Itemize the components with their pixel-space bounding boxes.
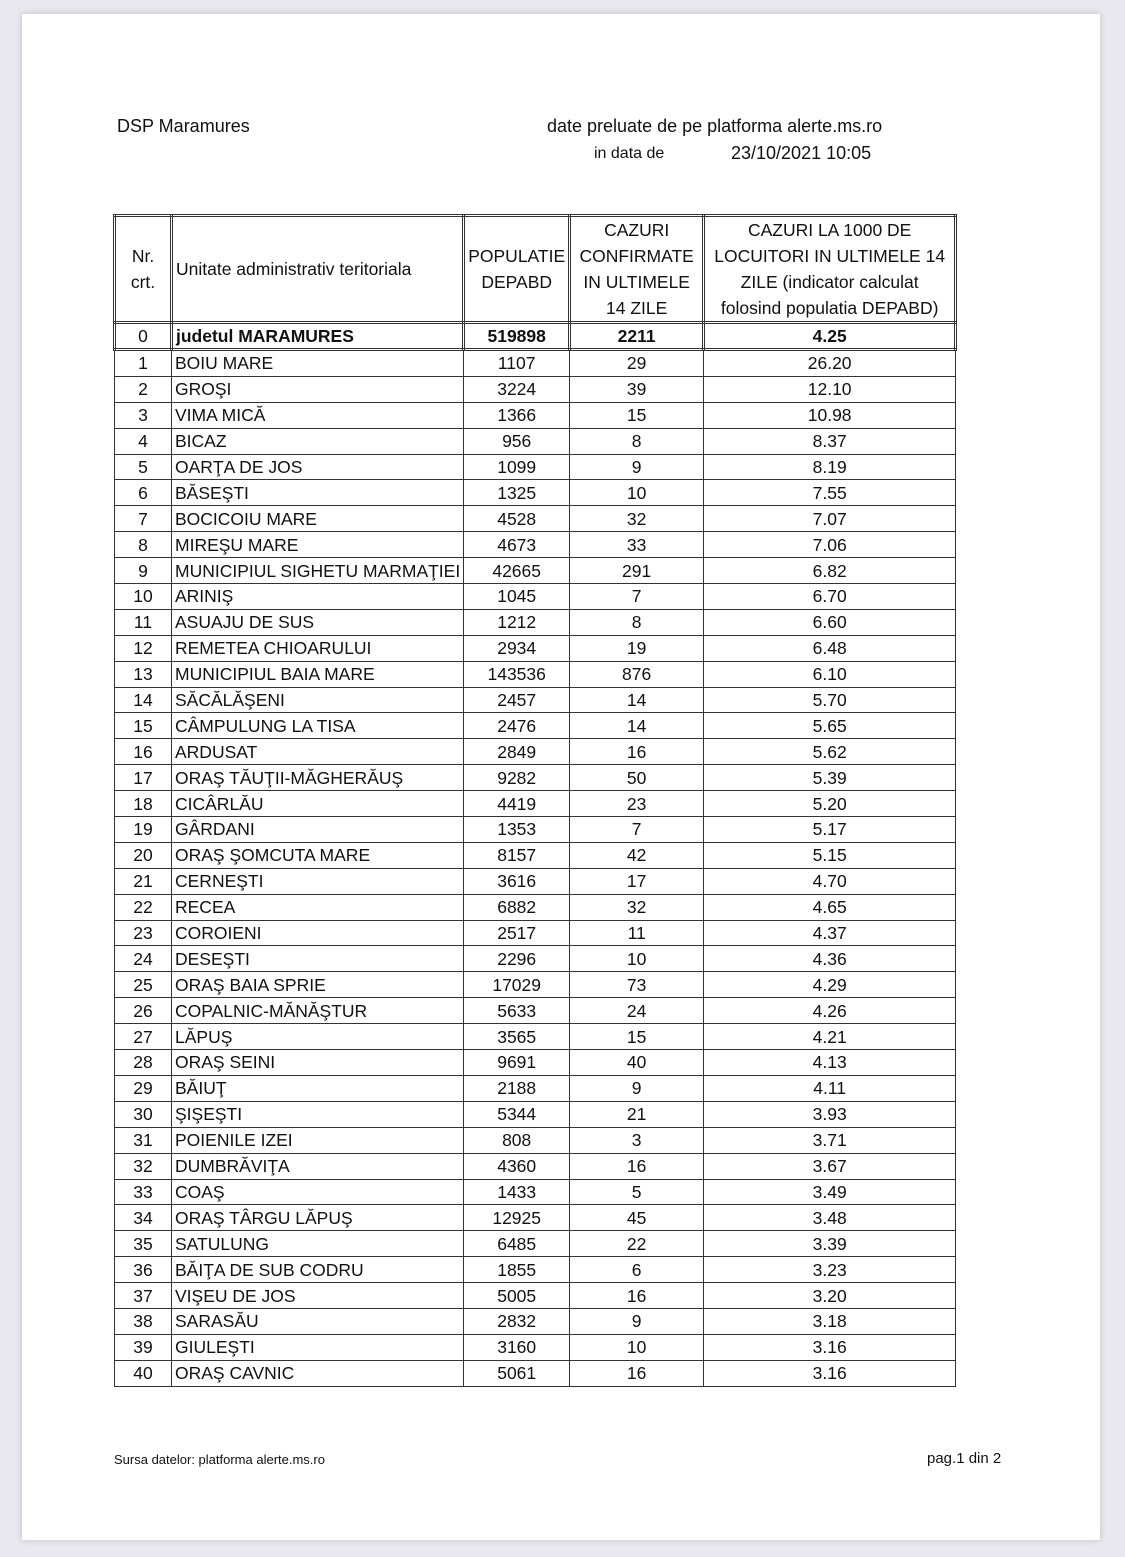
page-number: pag.1 din 2 [927, 1450, 1002, 1467]
row-nr: 21 [115, 868, 172, 894]
row-rate: 10.98 [704, 402, 956, 428]
date-label: in data de [594, 145, 665, 162]
row-nr: 34 [115, 1205, 172, 1231]
row-cases: 16 [570, 1283, 704, 1309]
row-name: CERNEŞTI [172, 868, 464, 894]
table-row [115, 946, 956, 972]
row-cases: 16 [570, 1153, 704, 1179]
row-population: 2832 [464, 1308, 570, 1334]
row-nr: 32 [115, 1153, 172, 1179]
data-source-line: date preluate de pe platforma alerte.ms.ro [547, 116, 883, 136]
row-nr: 17 [115, 765, 172, 791]
row-population: 42665 [464, 558, 570, 584]
row-rate: 4.36 [704, 946, 956, 972]
row-name: BOCICOIU MARE [172, 506, 464, 532]
row-name: DESEŞTI [172, 946, 464, 972]
row-nr: 24 [115, 946, 172, 972]
row-nr: 33 [115, 1179, 172, 1205]
organization-name: DSP Maramures [117, 116, 250, 136]
table-header-row [115, 216, 956, 323]
row-population: 9691 [464, 1050, 570, 1076]
total-cases: 2211 [570, 323, 704, 350]
row-nr: 35 [115, 1231, 172, 1257]
table-row [115, 972, 956, 998]
row-nr: 28 [115, 1050, 172, 1076]
table-row [115, 1360, 956, 1386]
row-cases: 3 [570, 1127, 704, 1153]
row-name: ARINIŞ [172, 584, 464, 610]
row-cases: 10 [570, 1334, 704, 1360]
row-nr: 3 [115, 402, 172, 428]
row-rate: 4.29 [704, 972, 956, 998]
row-cases: 7 [570, 584, 704, 610]
table-row [115, 1075, 956, 1101]
row-cases: 10 [570, 946, 704, 972]
row-cases: 32 [570, 894, 704, 920]
row-name: DUMBRĂVIŢA [172, 1153, 464, 1179]
table-row [115, 842, 956, 868]
row-nr: 25 [115, 972, 172, 998]
row-nr: 9 [115, 558, 172, 584]
table-row [115, 739, 956, 765]
row-name: MUNICIPIUL SIGHETU MARMAŢIEI [172, 558, 464, 584]
row-rate: 4.65 [704, 894, 956, 920]
table-row [115, 428, 956, 454]
table-row [115, 1127, 956, 1153]
row-name: SATULUNG [172, 1231, 464, 1257]
row-cases: 40 [570, 1050, 704, 1076]
table-row [115, 506, 956, 532]
row-cases: 9 [570, 1308, 704, 1334]
row-rate: 3.71 [704, 1127, 956, 1153]
row-nr: 2 [115, 376, 172, 402]
column-header-cases: CAZURI CONFIRMATE IN ULTIMELE 14 ZILE [570, 216, 704, 323]
table-row [115, 1205, 956, 1231]
row-cases: 16 [570, 1360, 704, 1386]
row-nr: 18 [115, 791, 172, 817]
row-rate: 7.55 [704, 480, 956, 506]
row-nr: 4 [115, 428, 172, 454]
row-nr: 27 [115, 1024, 172, 1050]
row-population: 1045 [464, 584, 570, 610]
row-name: SARASĂU [172, 1308, 464, 1334]
row-name: COPALNIC-MĂNĂŞTUR [172, 998, 464, 1024]
row-population: 1353 [464, 817, 570, 843]
row-cases: 21 [570, 1101, 704, 1127]
table-row [115, 584, 956, 610]
row-cases: 15 [570, 402, 704, 428]
row-cases: 23 [570, 791, 704, 817]
row-nr: 22 [115, 894, 172, 920]
row-population: 3565 [464, 1024, 570, 1050]
row-nr: 39 [115, 1334, 172, 1360]
row-population: 808 [464, 1127, 570, 1153]
county-total-row [115, 323, 956, 350]
row-rate: 6.82 [704, 558, 956, 584]
table-row [115, 687, 956, 713]
table-row [115, 920, 956, 946]
row-rate: 5.17 [704, 817, 956, 843]
row-population: 5005 [464, 1283, 570, 1309]
row-nr: 40 [115, 1360, 172, 1386]
row-nr: 38 [115, 1308, 172, 1334]
row-population: 2849 [464, 739, 570, 765]
row-name: COAŞ [172, 1179, 464, 1205]
row-cases: 876 [570, 661, 704, 687]
row-nr: 6 [115, 480, 172, 506]
table-row [115, 1050, 956, 1076]
row-cases: 9 [570, 1075, 704, 1101]
row-population: 4360 [464, 1153, 570, 1179]
row-name: BĂIŢA DE SUB CODRU [172, 1257, 464, 1283]
row-name: REMETEA CHIOARULUI [172, 635, 464, 661]
table-row [115, 998, 956, 1024]
row-rate: 5.39 [704, 765, 956, 791]
row-cases: 5 [570, 1179, 704, 1205]
table-row [115, 532, 956, 558]
row-rate: 6.48 [704, 635, 956, 661]
row-name: BOIU MARE [172, 350, 464, 377]
row-population: 8157 [464, 842, 570, 868]
table-row [115, 635, 956, 661]
row-name: OARŢA DE JOS [172, 454, 464, 480]
row-rate: 6.10 [704, 661, 956, 687]
row-nr: 19 [115, 817, 172, 843]
row-population: 12925 [464, 1205, 570, 1231]
row-nr: 16 [115, 739, 172, 765]
row-cases: 10 [570, 480, 704, 506]
row-nr: 26 [115, 998, 172, 1024]
row-nr: 37 [115, 1283, 172, 1309]
table-row [115, 609, 956, 635]
footer-source: Sursa datelor: platforma alerte.ms.ro [114, 1452, 325, 1467]
row-name: CICÂRLĂU [172, 791, 464, 817]
row-population: 5633 [464, 998, 570, 1024]
row-nr: 13 [115, 661, 172, 687]
row-name: GÂRDANI [172, 817, 464, 843]
row-nr: 15 [115, 713, 172, 739]
row-name: ORAŞ CAVNIC [172, 1360, 464, 1386]
row-population: 143536 [464, 661, 570, 687]
row-cases: 17 [570, 868, 704, 894]
table-row [115, 1308, 956, 1334]
row-name: CÂMPULUNG LA TISA [172, 713, 464, 739]
row-rate: 8.37 [704, 428, 956, 454]
row-rate: 3.49 [704, 1179, 956, 1205]
row-name: BĂIUŢ [172, 1075, 464, 1101]
row-rate: 6.60 [704, 609, 956, 635]
row-population: 2296 [464, 946, 570, 972]
row-rate: 3.16 [704, 1334, 956, 1360]
column-header-rate: CAZURI LA 1000 DE LOCUITORI IN ULTIMELE 14 ZILE (indicator calculat folosind populatia DEPABD) [704, 216, 956, 323]
row-population: 1107 [464, 350, 570, 377]
row-population: 17029 [464, 972, 570, 998]
row-name: COROIENI [172, 920, 464, 946]
row-population: 1212 [464, 609, 570, 635]
table-row [115, 1179, 956, 1205]
column-header-unit: Unitate administrativ teritoriala [172, 216, 464, 323]
row-cases: 22 [570, 1231, 704, 1257]
row-nr: 23 [115, 920, 172, 946]
row-rate: 3.48 [704, 1205, 956, 1231]
row-cases: 8 [570, 428, 704, 454]
row-cases: 11 [570, 920, 704, 946]
row-cases: 6 [570, 1257, 704, 1283]
row-rate: 3.93 [704, 1101, 956, 1127]
table-row [115, 817, 956, 843]
row-population: 3616 [464, 868, 570, 894]
row-cases: 7 [570, 817, 704, 843]
total-population: 519898 [464, 323, 570, 350]
row-cases: 33 [570, 532, 704, 558]
row-nr: 29 [115, 1075, 172, 1101]
row-population: 5344 [464, 1101, 570, 1127]
row-cases: 14 [570, 713, 704, 739]
row-rate: 8.19 [704, 454, 956, 480]
row-population: 6485 [464, 1231, 570, 1257]
row-name: ŞIŞEŞTI [172, 1101, 464, 1127]
row-nr: 11 [115, 609, 172, 635]
row-rate: 3.39 [704, 1231, 956, 1257]
row-cases: 73 [570, 972, 704, 998]
row-rate: 4.37 [704, 920, 956, 946]
row-cases: 291 [570, 558, 704, 584]
table-row [115, 1231, 956, 1257]
row-name: MIREŞU MARE [172, 532, 464, 558]
row-nr: 7 [115, 506, 172, 532]
row-name: ORAŞ TÂRGU LĂPUŞ [172, 1205, 464, 1231]
row-name: ORAŞ ŞOMCUTA MARE [172, 842, 464, 868]
row-cases: 16 [570, 739, 704, 765]
row-population: 1099 [464, 454, 570, 480]
row-population: 2476 [464, 713, 570, 739]
row-rate: 5.65 [704, 713, 956, 739]
row-rate: 3.20 [704, 1283, 956, 1309]
row-cases: 32 [570, 506, 704, 532]
total-rate: 4.25 [704, 323, 956, 350]
row-cases: 19 [570, 635, 704, 661]
table-row [115, 1283, 956, 1309]
row-cases: 14 [570, 687, 704, 713]
row-cases: 9 [570, 454, 704, 480]
column-header-population: POPULATIE DEPABD [464, 216, 570, 323]
row-population: 1855 [464, 1257, 570, 1283]
row-population: 2457 [464, 687, 570, 713]
row-name: GROŞI [172, 376, 464, 402]
row-population: 956 [464, 428, 570, 454]
row-name: BĂSEŞTI [172, 480, 464, 506]
total-nr: 0 [115, 323, 172, 350]
table-row [115, 376, 956, 402]
row-population: 4528 [464, 506, 570, 532]
row-name: VIMA MICĂ [172, 402, 464, 428]
row-cases: 29 [570, 350, 704, 377]
row-population: 2517 [464, 920, 570, 946]
row-name: BICAZ [172, 428, 464, 454]
row-rate: 4.13 [704, 1050, 956, 1076]
row-rate: 6.70 [704, 584, 956, 610]
row-nr: 20 [115, 842, 172, 868]
row-rate: 5.62 [704, 739, 956, 765]
table-row [115, 713, 956, 739]
row-rate: 5.20 [704, 791, 956, 817]
row-population: 1433 [464, 1179, 570, 1205]
row-nr: 31 [115, 1127, 172, 1153]
row-nr: 12 [115, 635, 172, 661]
row-population: 5061 [464, 1360, 570, 1386]
row-nr: 14 [115, 687, 172, 713]
table-row [115, 558, 956, 584]
row-rate: 5.70 [704, 687, 956, 713]
date-value: 23/10/2021 10:05 [731, 143, 872, 163]
row-name: VIŞEU DE JOS [172, 1283, 464, 1309]
row-rate: 4.21 [704, 1024, 956, 1050]
row-rate: 3.18 [704, 1308, 956, 1334]
row-cases: 39 [570, 376, 704, 402]
table-row [115, 1101, 956, 1127]
row-population: 4673 [464, 532, 570, 558]
row-population: 2188 [464, 1075, 570, 1101]
row-rate: 26.20 [704, 350, 956, 377]
row-rate: 4.26 [704, 998, 956, 1024]
row-name: LĂPUŞ [172, 1024, 464, 1050]
table-row [115, 791, 956, 817]
table-row [115, 894, 956, 920]
table-row [115, 1257, 956, 1283]
row-nr: 1 [115, 350, 172, 377]
row-rate: 7.06 [704, 532, 956, 558]
table-row [115, 661, 956, 687]
cases-table [113, 214, 957, 1387]
row-population: 9282 [464, 765, 570, 791]
row-nr: 5 [115, 454, 172, 480]
row-name: SĂCĂLĂŞENI [172, 687, 464, 713]
row-rate: 4.70 [704, 868, 956, 894]
row-nr: 10 [115, 584, 172, 610]
row-population: 3160 [464, 1334, 570, 1360]
row-rate: 3.23 [704, 1257, 956, 1283]
row-name: MUNICIPIUL BAIA MARE [172, 661, 464, 687]
row-name: ARDUSAT [172, 739, 464, 765]
row-cases: 24 [570, 998, 704, 1024]
table-row [115, 402, 956, 428]
row-rate: 3.16 [704, 1360, 956, 1386]
row-name: ASUAJU DE SUS [172, 609, 464, 635]
row-population: 1366 [464, 402, 570, 428]
table-row [115, 480, 956, 506]
row-population: 1325 [464, 480, 570, 506]
row-population: 2934 [464, 635, 570, 661]
row-population: 6882 [464, 894, 570, 920]
row-name: GIULEŞTI [172, 1334, 464, 1360]
row-cases: 15 [570, 1024, 704, 1050]
table-row [115, 1024, 956, 1050]
row-cases: 50 [570, 765, 704, 791]
table-row [115, 454, 956, 480]
column-header-nr: Nr. crt. [115, 216, 172, 323]
row-name: ORAŞ SEINI [172, 1050, 464, 1076]
table-row [115, 868, 956, 894]
row-population: 3224 [464, 376, 570, 402]
document-page [22, 14, 1100, 1540]
row-name: POIENILE IZEI [172, 1127, 464, 1153]
table-row [115, 350, 956, 377]
row-name: ORAŞ BAIA SPRIE [172, 972, 464, 998]
row-rate: 7.07 [704, 506, 956, 532]
row-name: ORAŞ TĂUŢII-MĂGHERĂUŞ [172, 765, 464, 791]
table-row [115, 1153, 956, 1179]
row-rate: 12.10 [704, 376, 956, 402]
row-rate: 4.11 [704, 1075, 956, 1101]
total-name: judetul MARAMURES [172, 323, 464, 350]
row-cases: 8 [570, 609, 704, 635]
row-nr: 8 [115, 532, 172, 558]
row-name: RECEA [172, 894, 464, 920]
row-rate: 5.15 [704, 842, 956, 868]
row-nr: 36 [115, 1257, 172, 1283]
table-row [115, 765, 956, 791]
row-rate: 3.67 [704, 1153, 956, 1179]
row-population: 4419 [464, 791, 570, 817]
table-row [115, 1334, 956, 1360]
row-cases: 45 [570, 1205, 704, 1231]
row-cases: 42 [570, 842, 704, 868]
row-nr: 30 [115, 1101, 172, 1127]
